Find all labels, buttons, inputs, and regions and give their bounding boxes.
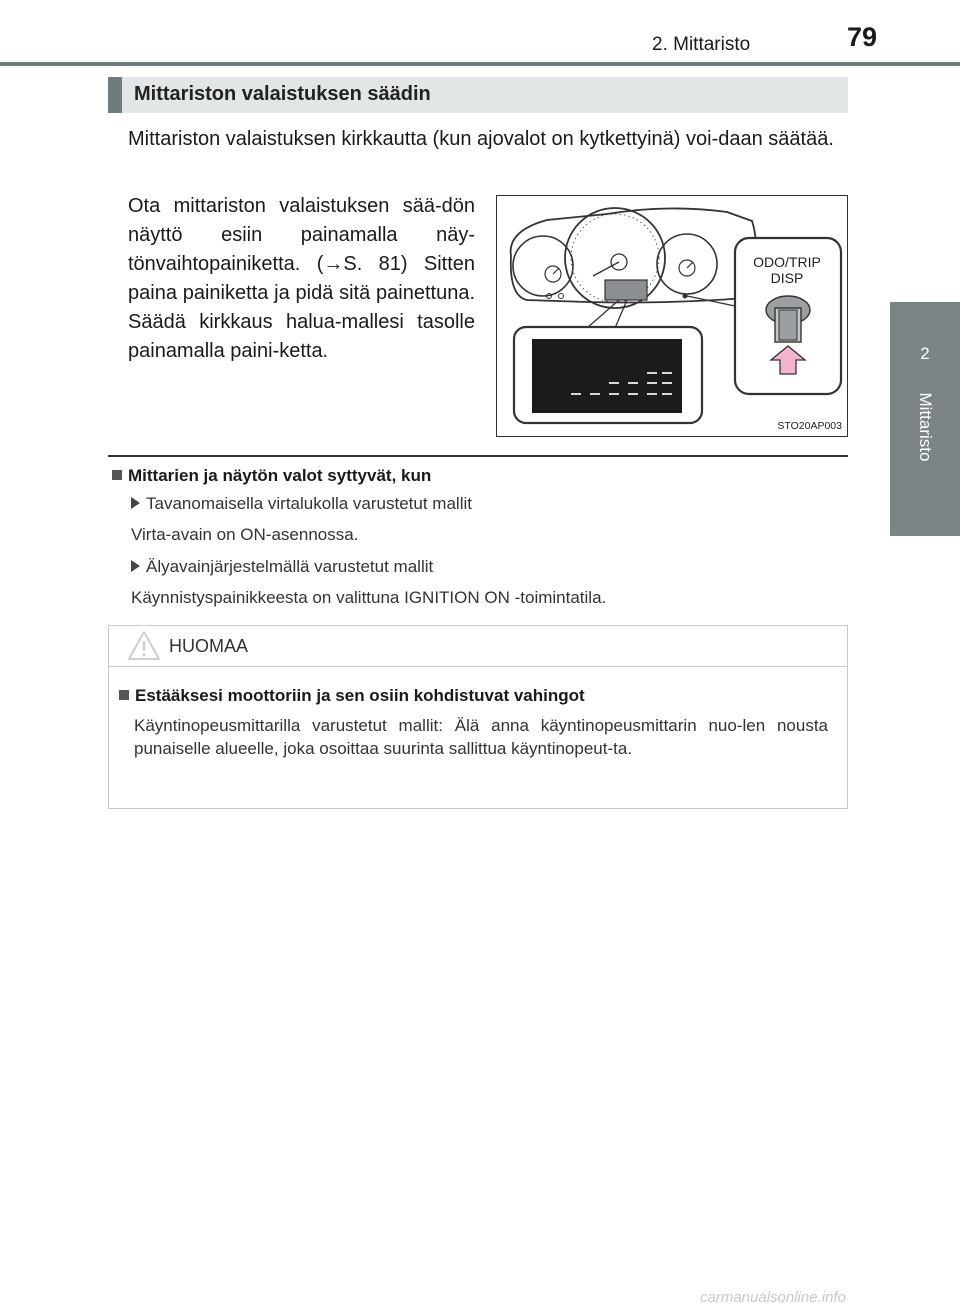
- square-bullet-icon: [112, 470, 122, 480]
- page-number: 79: [847, 22, 878, 52]
- square-bullet-icon: [119, 690, 129, 700]
- header-rule: [0, 62, 960, 66]
- notice-box: [108, 625, 848, 809]
- notice-heading-text: Estääksesi moottoriin ja sen osiin kohdistuvat vahingot: [135, 686, 585, 705]
- section-header: 2. Mittaristo: [652, 34, 751, 55]
- divider: [108, 455, 848, 457]
- triangle-bullet-icon: [131, 497, 140, 509]
- figure-code: STO20AP003: [777, 420, 842, 432]
- cluster-illustration: [497, 196, 849, 438]
- button-label: [737, 254, 837, 286]
- triangle-bullet-icon: [131, 560, 140, 572]
- notice-text: Käyntinopeusmittarilla varustetut mallit: Älä anna käyntinopeusmittarin nuo-len nousta punaiselle alueelle, joka osoittaa suurinta sallittua käyntinopeut-ta.: [134, 716, 828, 758]
- watermark: carmanualsonline.info: [700, 1289, 846, 1306]
- bullet-text-1: Virta-avain on ON-asennossa.: [131, 525, 359, 544]
- notice-title: HUOMAA: [169, 636, 249, 656]
- button-label-line1: ODO/TRIP: [753, 254, 821, 270]
- subsection-heading: [112, 466, 431, 486]
- warning-triangle-icon: [127, 630, 161, 662]
- bullet-item-2: [131, 557, 433, 577]
- bullet-item-1-text: Tavanomaisella virtalukolla varustetut mallit: [146, 494, 472, 513]
- bullet-item-2-text: Älyavainjärjestelmällä varustetut mallit: [146, 557, 434, 576]
- bullet-item-1: [131, 494, 472, 514]
- notice-header: [109, 626, 847, 667]
- bullet-text-2: Käynnistyspainikkeesta on valittuna IGNITION ON -toimintatila.: [131, 588, 607, 607]
- section-title: Mittariston valaistuksen säädin: [134, 83, 431, 105]
- notice-heading: [119, 686, 585, 706]
- subsection-heading-text: Mittarien ja näytön valot syttyvät, kun: [128, 466, 432, 485]
- instrument-cluster-figure: [496, 195, 848, 437]
- button-label-line2: DISP: [770, 270, 804, 286]
- intro-paragraph: Mittariston valaistuksen kirkkautta (kun ajovalot on kytkettyinä) voi-daan säätää.: [128, 128, 834, 150]
- side-tab-label: Mittaristo: [916, 392, 935, 462]
- side-tab: [890, 302, 960, 536]
- section-title-bar: [108, 77, 848, 113]
- instruction-paragraph: Ota mittariston valaistuksen sää-dön näyttö esiin painamalla näy-tönvaihtopainiketta. (→S. 81) Sitten paina painiketta ja pidä sitä painettuna. Säädä kirkkaus halua-mallesi tasolle painamalla paini-ketta.: [128, 195, 475, 362]
- side-tab-number: 2: [920, 344, 930, 363]
